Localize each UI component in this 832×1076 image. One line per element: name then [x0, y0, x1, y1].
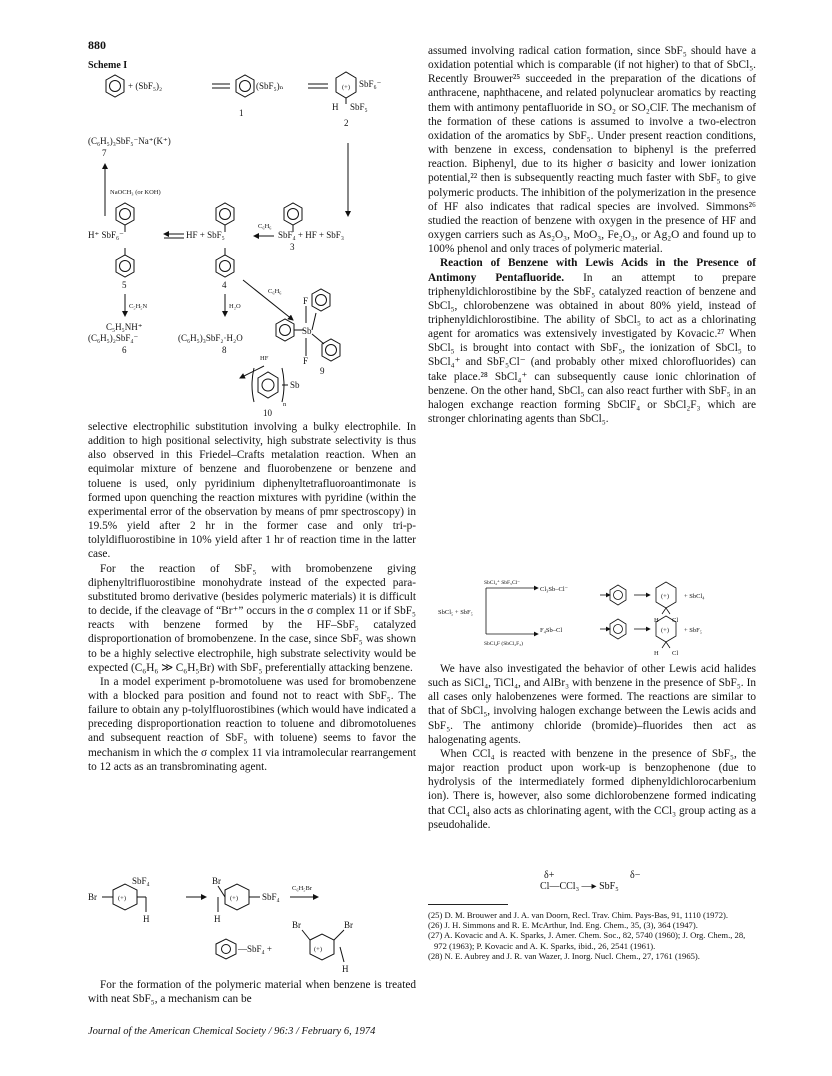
- right-paragraph-3: We have also investigated the behavior of other Lewis acid halides such as SiCl₄, TiCl₄, and AlBr₃ with benzene in the presence of SbF₅. In all cases only halobenzenes were formed. The reactions are similar to that of SbCl₅, involving halogen exchange between the Lewis acids and SbF₅. The antimony chloride (bromide)–fluorides then act as halogenating agents.: [428, 663, 756, 746]
- compound-8-formula: (C₆H₅)₃SbF₂·H₂O: [178, 333, 243, 343]
- right-paragraph-1: assumed involving radical cation formation, since SbF₅ should have a oxidation potential which is comparable (if not higher) to that of SbCl₅. Recently Brouwer²⁵ succeeded in the preparation of the dications of anthracene, naphthacene, and related polynuclear aromatics by reacting them with antimony pentafluoride in SO₂ or SO₂ClF. The mechanism of the formation of these cations is assumed to involve a two-electron oxidation of the aromatics by SbF₅. Under present reaction conditions, with benzene in excess, condensation to biphenyl is the preferred reaction. Biphenyl, due to its higher σ basicity and lower ionization potential,²² then is subsequently reacting much faster with SbF₅ to give polymeric products. The inhibition of the polymerization in the presence of HF also indicates that radical species are involved. Simmons²⁶ studied the reaction of benzene with oxygen in the presence of HF and oxygen carriers such as As₂O₃, MoO₃, Fe₂O₃, or Ag₂O and found up to 100% phenol and only traces of polymeric material.: [428, 45, 756, 256]
- compound-3-label: 3: [290, 242, 295, 252]
- scheme-sbf5-pair: + (SbF₅)₂: [128, 81, 163, 91]
- right-column: [428, 44, 756, 426]
- scheme-label: Scheme I: [88, 60, 128, 71]
- right-paragraph-2: In an attempt to prepare triphenyldichlorostibine by the SbF₅ catalyzed reaction of benzene and SbCl₅, chlorobenzene was obtained in about 80% yield, instead of triphenyldichlorostibine. The ability of SbCl₅ to act as a chlorinating agent for aromatics was extensively investigated by Kovacic.²⁷ When SbCl₅ is brought into contact with SbF₅, the ionization of SbCl₅ to SbCl₄⁺ and SbF₅Cl⁻ (and probably other mixed chlorofluorides) can take place.²⁸ SbCl₄⁺ can subsequently cause ionic chlorination of benzene. On the other hand, SbCl₅ can also react further with SbF₅ in an halogen exchange reaction forming SbClF₄ or SbCl₂F₃ which are stronger chlorinating agents than SbCl₅.: [428, 271, 756, 426]
- bromo-ring-charge-2: (+): [230, 895, 238, 902]
- scheme-sbf5-n: (SbF₅)ₙ: [256, 81, 284, 91]
- compound-5-label: 5: [122, 280, 127, 290]
- chlorination-scheme: [428, 576, 758, 656]
- compound-10-label: 10: [263, 408, 272, 418]
- references-rule: [428, 904, 508, 905]
- compound-9-f-bottom: F: [303, 356, 309, 366]
- compound-8-label: 8: [222, 345, 227, 355]
- compound-1-label: 1: [239, 108, 244, 118]
- scheme-sbf4-hf: SbF₄ + HF + SbF₃: [278, 230, 344, 240]
- page-number: 880: [88, 38, 106, 52]
- bromo-h-2: H: [214, 914, 221, 924]
- compound-4-label: 4: [222, 280, 227, 290]
- chlor-plus-sbcl4: + SbCl₄: [684, 593, 705, 600]
- bromo-h-3: H: [342, 964, 349, 974]
- compound-7-formula: (C₆H₅)₃SbF₅⁻Na⁺(K⁺): [88, 136, 171, 146]
- chlor-bottom-branch: SbCl₄F (SbCl₂F₃): [484, 641, 523, 647]
- bromo-sbf4-1: SbF₄: [132, 876, 150, 886]
- left-paragraph-4: For the formation of the polymeric material when benzene is treated with neat SbF₅, a mechanism can be: [88, 979, 416, 1006]
- bromo-c6h5br: C₆H₅Br: [292, 885, 313, 892]
- compound-6-label: 6: [122, 345, 127, 355]
- scheme-c5h5n: C₅H₅N: [129, 303, 148, 310]
- chlor-h-2: H: [654, 650, 659, 656]
- bromo-h-1: H: [143, 914, 150, 924]
- chlor-top-branch: SbCl₄⁺ SbF₅Cl⁻: [484, 580, 521, 586]
- ccl4-scheme: [540, 870, 660, 900]
- chlor-charge-2: (+): [661, 627, 669, 634]
- reference-28: (28) N. E. Aubrey and J. R. van Wazer, J. Inorg. Nucl. Chem., 27, 1761 (1965).: [428, 950, 700, 961]
- delta-plus: δ+: [544, 870, 555, 881]
- scheme-h2o: H₂O: [229, 303, 241, 310]
- compound-10-sb: Sb: [290, 380, 300, 390]
- chlor-cl-2: Cl: [672, 650, 679, 656]
- chlor-charge-1: (+): [661, 593, 669, 600]
- scheme-sbf6: SbF₆⁻: [359, 79, 382, 89]
- chlor-f4sb: F₄Sb–Cl: [540, 627, 563, 634]
- scheme-naoch3: NaOCH₃ (or KOH): [110, 189, 161, 196]
- scheme-1-diagram: [88, 68, 418, 418]
- scheme-c6h6-2: C₆H₆: [268, 288, 282, 295]
- scheme-sbf5: SbF₅: [350, 102, 368, 112]
- scheme-sbf5-ring: (+): [342, 84, 350, 91]
- left-column-bottom: [88, 978, 416, 1006]
- compound-6-cation: C₅H₅NH⁺: [106, 322, 143, 332]
- scheme-hf-sbf5: HF + SbF₅: [186, 230, 225, 240]
- right-column-lower: [428, 662, 756, 832]
- chlor-cl-1: Cl: [672, 617, 679, 624]
- left-paragraph-2: For the reaction of SbF₅ with bromobenzene giving diphenyltrifluorostibine monohydrate instead of the expected para-substituted bromo derivative (besides polymeric materials) it is difficult to decide, if the cleavage of “Br⁺” occurs in the σ complex 11 or if SbF₅ reacts with benzene formed by the HF–SbF₅ catalyzed disproportionation of bromobenzene. In the case, since SbF₅ was shown to be a highly selective electrophile, high substrate selectivity would be expected (C₆H₆ ≫ C₆H₅Br) with SbF₅ preferentially attacking benzene.: [88, 562, 416, 674]
- journal-footer: Journal of the American Chemical Society / 96:3 / February 6, 1974: [88, 1026, 376, 1037]
- bromo-br-3: Br: [292, 920, 301, 930]
- chlor-h-1: H: [654, 617, 659, 624]
- delta-minus: δ−: [630, 870, 641, 881]
- left-paragraph-3: In a model experiment p-bromotoluene was used for bromobenzene with a blocked para position and found not to react with SbF₅. The failure to obtain any p-tolylfluorostibines (which would have indicated a preceding disproportionation reaction to toluene and dibromotoluenes and subsequent reaction of SbF₅ with toluene) seems to favor the mechanism in which the σ complex 11 via intramolecular rearrangement to 12 acts as an transbrominating agent.: [88, 675, 416, 773]
- left-column: [88, 420, 416, 774]
- chlor-plus-sbf5: + SbF₅: [684, 627, 703, 634]
- scheme-hf: HF: [260, 355, 269, 362]
- bromo-ring-charge-1: (+): [118, 895, 126, 902]
- scheme-c6h6-1: C₆H₆: [258, 223, 272, 230]
- chlor-cl3sb: Cl₃Sb–Cl⁻: [540, 586, 569, 593]
- bromo-ring-charge-3: (+): [314, 946, 322, 953]
- compound-2-label: 2: [344, 118, 349, 128]
- compound-9-label: 9: [320, 366, 325, 376]
- reference-27: (27) A. Kovacic and A. K. Sparks, J. Amer. Chem. Soc., 82, 5740 (1960); J. Org. Chem., 28, 972 (1963); P. Kovacic and A. K. Sparks, ibid., 26, 2541 (1961).: [428, 930, 746, 951]
- bromo-br-1: Br: [88, 892, 97, 902]
- compound-9-sb: Sb: [302, 326, 312, 336]
- ccl4-formula: Cl—CCl₃ —▸ SbF₅: [540, 881, 619, 892]
- bromo-br-4: Br: [344, 920, 353, 930]
- bromo-sbf4-plus: —SbF₄ +: [238, 944, 272, 954]
- bromo-scheme: [88, 876, 418, 976]
- compound-6-formula: (C₆H₅)₂SbF₄⁻: [88, 333, 139, 343]
- references: [428, 910, 756, 961]
- chlor-reactants: SbCl₅ + SbF₅: [438, 609, 473, 616]
- bromo-sbf4-2: SbF₄: [262, 892, 280, 902]
- reference-25: (25) D. M. Brouwer and J. A. van Doorn, Recl. Trav. Chim. Pays-Bas, 91, 1110 (1972).: [428, 910, 729, 920]
- compound-9-f-top: F: [303, 296, 309, 306]
- right-paragraph-4: When CCl₄ is reacted with benzene in the presence of SbF₅, the major reaction product upon work-up is benzophenone (due to hydrolysis of the intermediately formed diphenyldichlorocarbenium ion). There is, however, also some dichlorobenzene formed indicating that CCl₄ also acts as chlorinating agent, with the CCl₃ group acting as a pseudohalide.: [428, 747, 756, 831]
- scheme-hplus: H⁺ SbF₆⁻: [88, 230, 124, 240]
- compound-10-n: n: [283, 401, 287, 408]
- compound-7-label: 7: [102, 148, 107, 158]
- left-paragraph-1: selective electrophilic substitution involving a bulky electrophile. In addition to high positional selectivity, high substrate selectivity is thus also observed in this Friedel–Crafts metalation reaction. When an equimolar mixture of benzene and fluorobenzene or benzene and toluene is used, only pyridinium diphenyltetrafluoroantimonate is formed upon quenching the reaction mixtures with pyridine (within the experimental error of the observation by means of pmr spectroscopy) in 19.5% yield after 2 hr in the former case and only tri-p-tolyldifluorostibine in 10% yield after 1 hr of reaction time in the latter case.: [88, 421, 416, 561]
- bromo-br-2: Br: [212, 876, 221, 886]
- section-heading: Reaction of Benzene with Lewis Acids in the Presence of Antimony Pentafluoride.: [428, 257, 756, 284]
- scheme-h: H: [332, 102, 339, 112]
- reference-26: (26) J. H. Simmons and R. E. McArthur, Ind. Eng. Chem., 35, (3), 364 (1947).: [428, 920, 698, 931]
